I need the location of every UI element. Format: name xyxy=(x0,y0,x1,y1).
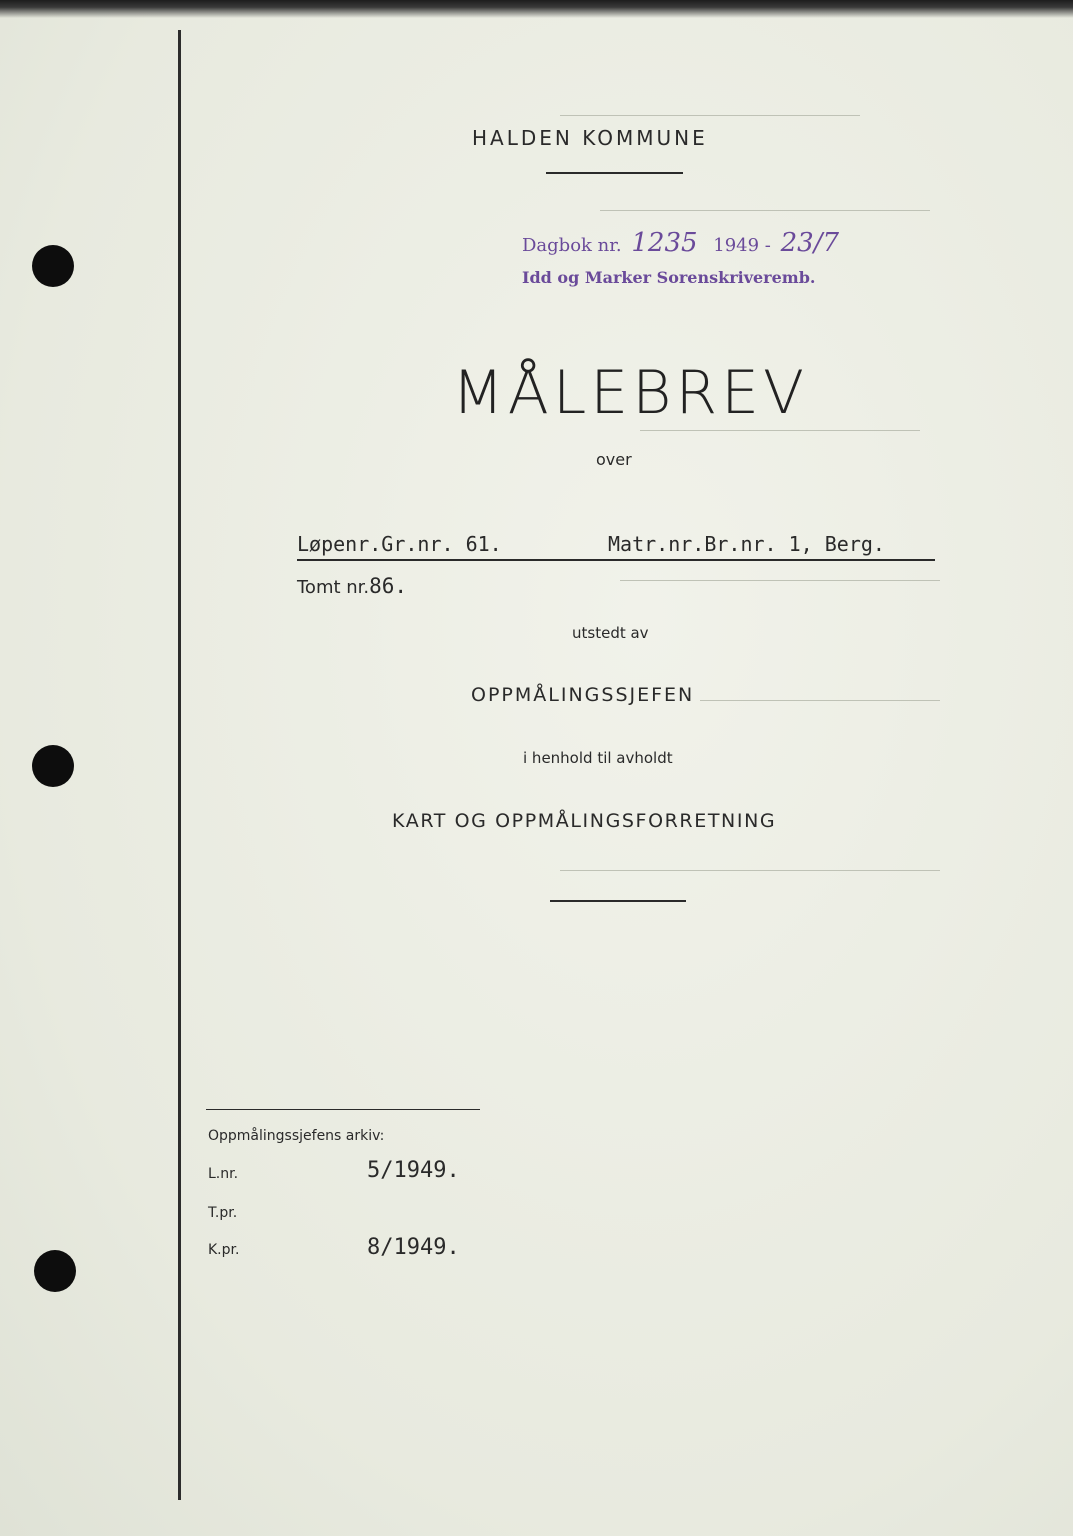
margin-line xyxy=(178,30,181,1500)
municipality-heading: HALDEN KOMMUNE xyxy=(472,126,708,150)
bleed-mark xyxy=(600,210,930,211)
issuer-name: OPPMÅLINGSSJEFEN xyxy=(471,684,695,706)
tomt-value: 86. xyxy=(369,574,408,598)
bleed-mark xyxy=(700,700,940,701)
punch-hole-top xyxy=(32,245,74,287)
bleed-mark xyxy=(560,870,940,871)
journal-stamp-line2: Idd og Marker Sorenskriveremb. xyxy=(522,268,816,287)
title-over: over xyxy=(596,450,632,469)
journal-year: 1949 - xyxy=(713,235,771,256)
tomt-label: Tomt nr. xyxy=(297,577,370,598)
tomt-line xyxy=(297,574,407,598)
property-rule xyxy=(297,559,935,561)
issued-by-label: utstedt av xyxy=(572,624,649,642)
journal-stamp-line1 xyxy=(522,228,839,258)
header-rule xyxy=(546,172,683,174)
archive-row-value: 5/1949. xyxy=(367,1158,460,1183)
punch-hole-middle xyxy=(32,745,74,787)
procedure-rule xyxy=(550,900,686,902)
journal-date: 23/7 xyxy=(780,228,840,258)
bleed-mark xyxy=(640,430,920,431)
journal-stamp-prefix: Dagbok nr. xyxy=(522,235,622,256)
archive-rule xyxy=(206,1109,480,1110)
pursuant-label: i henhold til avholdt xyxy=(523,749,673,767)
procedure-name: KART OG OPPMÅLINGSFORRETNING xyxy=(392,810,777,832)
property-grnr: Løpenr.Gr.nr. 61. xyxy=(297,532,502,556)
scan-top-edge xyxy=(0,0,1073,18)
archive-row-label: T.pr. xyxy=(208,1205,238,1221)
punch-hole-bottom xyxy=(34,1250,76,1292)
document-title: MÅLEBREV xyxy=(452,358,809,428)
bleed-mark xyxy=(560,115,860,116)
archive-row-value: 8/1949. xyxy=(367,1235,460,1260)
property-brnr: Matr.nr.Br.nr. 1, Berg. xyxy=(608,532,885,556)
archive-heading: Oppmålingssjefens arkiv: xyxy=(208,1128,385,1144)
bleed-mark xyxy=(620,580,940,581)
archive-row-label: K.pr. xyxy=(208,1242,240,1258)
journal-number: 1235 xyxy=(631,228,698,258)
archive-row-label: L.nr. xyxy=(208,1166,239,1182)
